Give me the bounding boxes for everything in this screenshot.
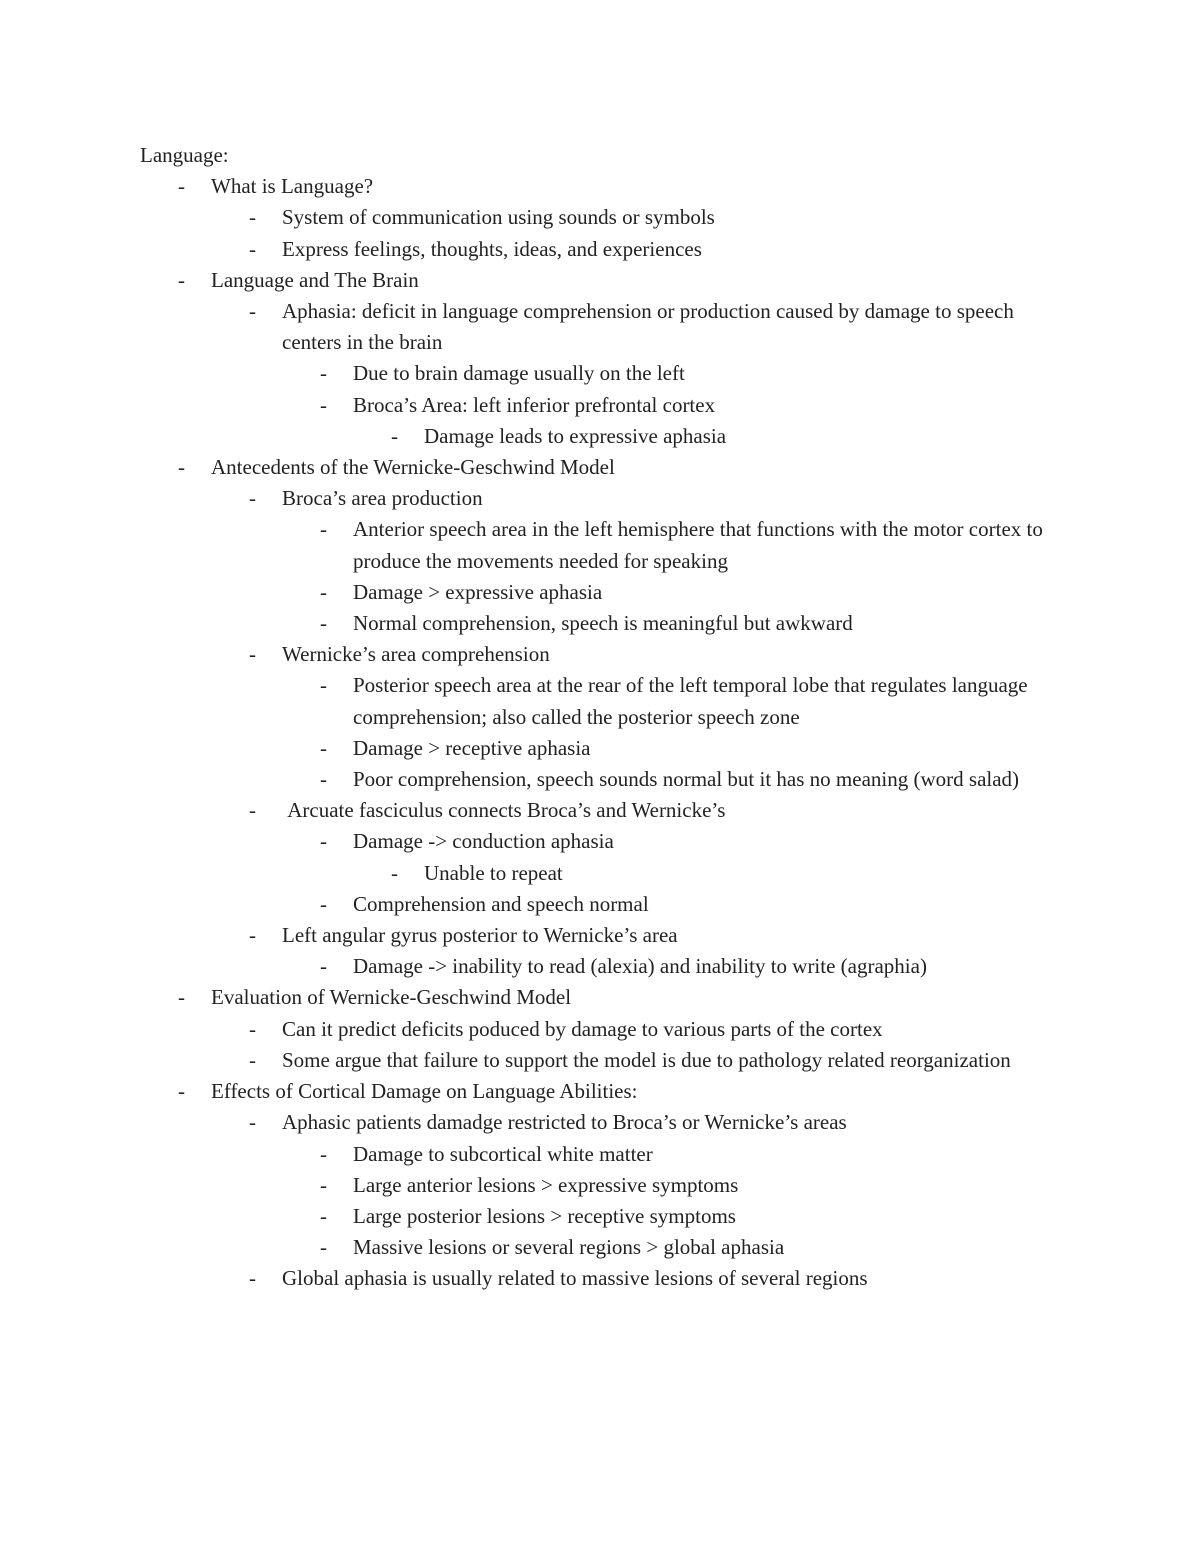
- bullet-dash: -: [320, 891, 327, 916]
- outline-item-text: Can it predict deficits poduced by damage to various parts of the cortex: [282, 1016, 883, 1041]
- bullet-dash: -: [178, 267, 185, 292]
- bullet-dash: -: [249, 923, 256, 948]
- outline-item-level-1: [140, 982, 1060, 1076]
- bullet-dash: -: [320, 579, 327, 604]
- bullet-dash: -: [178, 455, 185, 480]
- bullet-dash: -: [320, 954, 327, 979]
- outline-sublist: [211, 483, 1060, 982]
- outline-item-text: Arcuate fasciculus connects Broca’s and Wernicke’s: [282, 798, 726, 823]
- bullet-dash: -: [320, 767, 327, 792]
- outline-item-level-3: [282, 733, 1060, 764]
- outline-item-level-2: [211, 234, 1060, 265]
- outline-item-text: Some argue that failure to support the model is due to pathology related reorganization: [282, 1047, 1011, 1072]
- outline-item-text: Damage > expressive aphasia: [353, 579, 603, 604]
- outline-item-text: Unable to repeat: [424, 860, 563, 885]
- outline-item-level-3: [282, 577, 1060, 608]
- outline-item-level-3: [282, 1201, 1060, 1232]
- outline-sublist: [211, 1107, 1060, 1294]
- document-title: Language:: [140, 143, 229, 167]
- outline-item-text: Left angular gyrus posterior to Wernicke’s area: [282, 923, 678, 948]
- outline-sublist: [211, 296, 1060, 452]
- outline-sublist: [282, 826, 1060, 920]
- outline-item-level-2: [211, 1045, 1060, 1076]
- outline-sublist: [211, 1014, 1060, 1076]
- bullet-dash: -: [249, 236, 256, 261]
- bullet-dash: -: [249, 1110, 256, 1135]
- document-body: [140, 140, 1060, 1295]
- outline-item-text: Large posterior lesions > receptive symptoms: [353, 1203, 736, 1228]
- bullet-dash: -: [178, 174, 185, 199]
- outline-sublist: [282, 358, 1060, 452]
- outline-item-text: Massive lesions or several regions > global aphasia: [353, 1235, 785, 1260]
- outline-item-level-2: [211, 202, 1060, 233]
- outline-item-text: Large anterior lesions > expressive symptoms: [353, 1172, 739, 1197]
- outline-sublist: [282, 670, 1060, 795]
- outline-item-level-3: [282, 390, 1060, 452]
- outline-item-level-2: [211, 1107, 1060, 1263]
- outline-item-level-1: [140, 171, 1060, 265]
- outline-item-level-3: [282, 1139, 1060, 1170]
- outline-item-text: Damage to subcortical white matter: [353, 1141, 653, 1166]
- outline-item-text: Posterior speech area at the rear of the left temporal lobe that regulates language comprehension; also called the posterior speech zone: [353, 673, 1033, 729]
- bullet-dash: -: [391, 860, 398, 885]
- outline-item-text: Damage -> conduction aphasia: [353, 829, 614, 854]
- outline-item-level-2: [211, 1014, 1060, 1045]
- outline-item-text: Damage > receptive aphasia: [353, 735, 591, 760]
- outline-item-level-4: [353, 858, 1060, 889]
- outline-item-level-1: [140, 265, 1060, 452]
- outline-item-text: Damage -> inability to read (alexia) and inability to write (agraphia): [353, 954, 927, 979]
- outline-item-level-2: [211, 483, 1060, 639]
- outline-sublist: [211, 202, 1060, 264]
- outline-item-level-3: [282, 764, 1060, 795]
- outline-item-level-3: [282, 608, 1060, 639]
- outline-item-level-3: [282, 358, 1060, 389]
- bullet-dash: -: [320, 392, 327, 417]
- outline-item-text: Damage leads to expressive aphasia: [424, 423, 727, 448]
- bullet-dash: -: [178, 985, 185, 1010]
- bullet-dash: -: [391, 423, 398, 448]
- bullet-dash: -: [320, 611, 327, 636]
- bullet-dash: -: [320, 517, 327, 542]
- outline-item-level-2: [211, 920, 1060, 982]
- bullet-dash: -: [249, 486, 256, 511]
- outline-item-text: Broca’s Area: left inferior prefrontal cortex: [353, 392, 716, 417]
- bullet-dash: -: [320, 673, 327, 698]
- bullet-dash: -: [249, 1016, 256, 1041]
- outline-sublist: [282, 1139, 1060, 1264]
- outline-item-level-3: [282, 670, 1060, 732]
- outline-item-level-1: [140, 452, 1060, 982]
- outline-list: [140, 171, 1060, 1294]
- outline-item-text: Evaluation of Wernicke-Geschwind Model: [211, 985, 572, 1010]
- outline-item-text: Aphasic patients damadge restricted to Broca’s or Wernicke’s areas: [282, 1110, 847, 1135]
- outline-item-level-3: [282, 1232, 1060, 1263]
- outline-sublist: [282, 514, 1060, 639]
- outline-item-level-2: [211, 1263, 1060, 1294]
- bullet-dash: -: [249, 642, 256, 667]
- outline-item-text: Global aphasia is usually related to massive lesions of several regions: [282, 1266, 868, 1291]
- bullet-dash: -: [249, 1266, 256, 1291]
- outline-item-text: Express feelings, thoughts, ideas, and experiences: [282, 236, 702, 261]
- outline-sublist: [353, 858, 1060, 889]
- bullet-dash: -: [320, 1141, 327, 1166]
- bullet-dash: -: [249, 299, 256, 324]
- outline-item-text: What is Language?: [211, 174, 374, 199]
- bullet-dash: -: [320, 1235, 327, 1260]
- bullet-dash: -: [249, 1047, 256, 1072]
- bullet-dash: -: [320, 1172, 327, 1197]
- outline-item-text: Wernicke’s area comprehension: [282, 642, 550, 667]
- outline-item-text: System of communication using sounds or symbols: [282, 205, 715, 230]
- outline-item-text: Poor comprehension, speech sounds normal but it has no meaning (word salad): [353, 767, 1020, 792]
- outline-item-text: Normal comprehension, speech is meaningful but awkward: [353, 611, 853, 636]
- bullet-dash: -: [249, 205, 256, 230]
- bullet-dash: -: [320, 829, 327, 854]
- outline-item-level-3: [282, 1170, 1060, 1201]
- outline-item-level-3: [282, 889, 1060, 920]
- outline-item-text: Aphasia: deficit in language comprehension or production caused by damage to speech centers in the brain: [282, 299, 1020, 355]
- bullet-dash: -: [178, 1079, 185, 1104]
- outline-item-text: Comprehension and speech normal: [353, 891, 649, 916]
- outline-item-level-3: [282, 826, 1060, 888]
- outline-sublist: [353, 421, 1060, 452]
- outline-item-level-2: [211, 795, 1060, 920]
- bullet-dash: -: [320, 735, 327, 760]
- bullet-dash: -: [320, 1203, 327, 1228]
- outline-item-level-2: [211, 639, 1060, 795]
- outline-item-text: Antecedents of the Wernicke-Geschwind Model: [211, 455, 615, 480]
- outline-item-level-1: [140, 1076, 1060, 1294]
- outline-sublist: [282, 951, 1060, 982]
- outline-item-level-3: [282, 514, 1060, 576]
- bullet-dash: -: [249, 798, 256, 823]
- outline-item-text: Language and The Brain: [211, 267, 419, 292]
- outline-item-level-2: [211, 296, 1060, 452]
- outline-item-level-3: [282, 951, 1060, 982]
- outline-item-text: Effects of Cortical Damage on Language Abilities:: [211, 1079, 638, 1104]
- outline-item-text: Broca’s area production: [282, 486, 483, 511]
- bullet-dash: -: [320, 361, 327, 386]
- outline-item-text: Due to brain damage usually on the left: [353, 361, 685, 386]
- outline-item-level-4: [353, 421, 1060, 452]
- outline-item-text: Anterior speech area in the left hemisphere that functions with the motor cortex to produce the movements needed for speaking: [353, 517, 1049, 573]
